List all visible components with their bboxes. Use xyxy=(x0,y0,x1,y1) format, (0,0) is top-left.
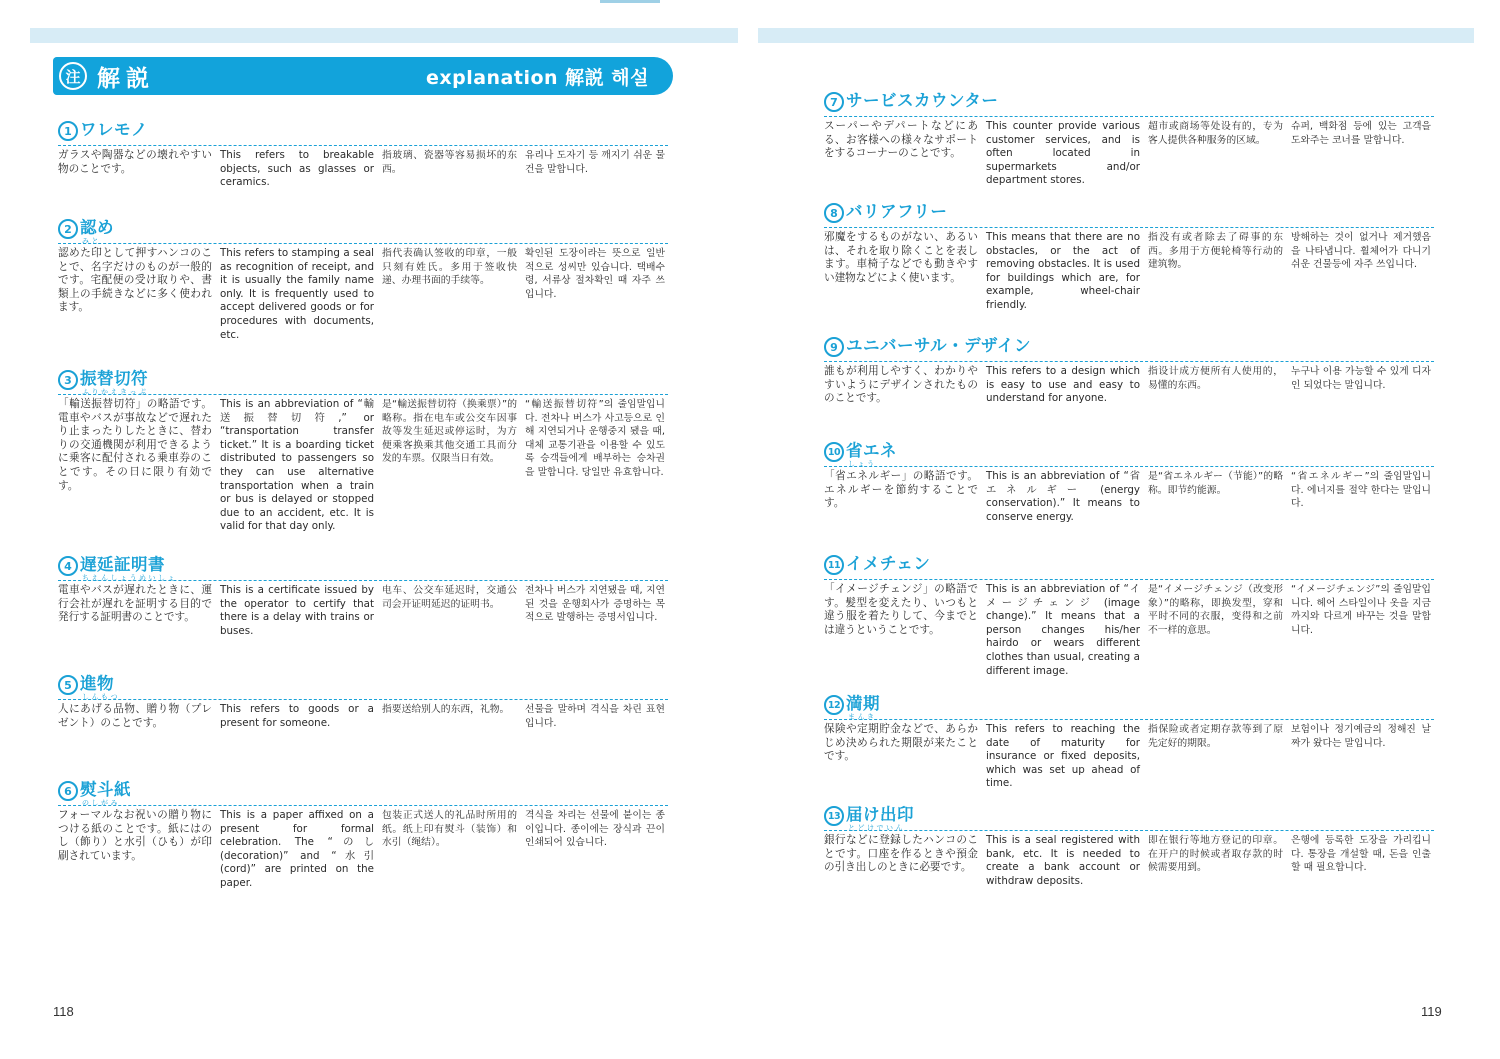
korean-text: 선물을 말하며 격식을 차린 표현입니다. xyxy=(525,704,665,729)
dashed-rule xyxy=(824,361,1434,362)
korean-text: 누구나 이용 가능할 수 있게 디자인 되었다는 말입니다. xyxy=(1291,366,1431,391)
entry-term: バリアフリー xyxy=(846,202,948,221)
chinese-text: 电车、公交车延迟时，交通公司会开证明延迟的证明书。 xyxy=(382,585,517,610)
korean-text: 방해하는 것이 없거나 제거했음을 나타냅니다. 휠체어가 다니기 쉬운 건물등에 자주 쓰입니다. xyxy=(1291,232,1431,271)
entry-term: 振替切符 xyxy=(80,369,148,388)
entry-ruby: みと xyxy=(82,237,101,245)
english-text: This refers to breakable objects, such as glasses or ceramics. xyxy=(220,149,374,189)
entry-number: 10 xyxy=(824,442,844,462)
japanese-text: 認めた印として押すハンコのことで、名字だけのものが一般的です。宅配便の受け取りや、書類上の手続きなどに多く使われます。 xyxy=(58,247,212,314)
page-number: 118 xyxy=(53,1004,74,1019)
korean-text: 보험이나 정기예금의 정해진 날짜가 왔다는 말입니다. xyxy=(1291,724,1431,749)
glossary-entry xyxy=(58,775,668,891)
entry-ruby: のしがみ xyxy=(82,799,120,807)
dashed-rule xyxy=(824,227,1434,228)
top-bar xyxy=(758,28,1474,43)
korean-text: “省エネルギー”의 줄임말입니다. 에너지를 절약 한다는 말입니다. xyxy=(1291,471,1431,510)
chinese-text: 超市或商场等处设有的，专为客人提供各种服务的区域。 xyxy=(1148,121,1283,146)
glossary-entry xyxy=(824,197,1434,313)
japanese-text: 「輸送振替切符」の略語です。電車やバスが事故などで遅れたり止まったりしたときに、替わりの交通機関が利用できるように乗客に配付される乗車券のことです。その日に限り有効です。 xyxy=(58,398,212,492)
dashed-rule xyxy=(58,243,668,244)
japanese-text: 誰もが利用しやすく、わかりやすいようにデザインされたもののことです。 xyxy=(824,365,978,405)
english-text: This refers to goods or a present for someone. xyxy=(220,703,374,729)
page-number: 119 xyxy=(1421,1004,1442,1019)
top-mark xyxy=(600,0,660,3)
dashed-rule xyxy=(824,830,1434,831)
entry-number: 7 xyxy=(824,92,844,112)
entry-term: 遅延証明書 xyxy=(80,555,165,574)
entry-number: 3 xyxy=(58,370,78,390)
entry-ruby: ちえんしょうめいしょ xyxy=(82,574,177,582)
entry-ruby: とどけでいん xyxy=(848,824,905,832)
korean-text: 유리나 도자기 등 깨지기 쉬운 물건을 말합니다. xyxy=(525,150,665,175)
banner-subtitle: explanation 解説 해설 xyxy=(425,66,649,89)
glossary-entry xyxy=(58,669,668,730)
dashed-rule xyxy=(58,699,668,700)
entry-ruby: ふりかえきっぷ xyxy=(82,388,149,396)
glossary-entry xyxy=(824,689,1434,791)
entry-number: 8 xyxy=(824,203,844,223)
right-page xyxy=(750,0,1500,1059)
entry-number: 12 xyxy=(824,695,844,715)
english-text: This is an abbreviation of “省エネルギー (energy conservation).” It means to conserve energy. xyxy=(986,470,1140,523)
korean-text: “イメージチェンジ”의 줄임말입니다. 헤어 스타일이나 옷을 지금까지와 다르게 바꾸는 것을 말합니다. xyxy=(1291,584,1431,636)
english-text: This is a seal registered with bank, etc. It is needed to create a bank account or withdraw deposits. xyxy=(986,834,1140,887)
entry-term: 省エネ xyxy=(846,441,897,460)
english-text: This is an abbreviation of “輸送振替切符,” or “transportation transfer ticket.” It is a boarding ticket distributed to passengers so they can use alternative transportation when a train or bus is delayed or stopped due to an accident, etc. It is valid for that day only. xyxy=(220,398,374,533)
japanese-text: 「イメージチェンジ」の略語です。髪型を変えたり、いつもと違う服を着たりして、今までとは違うということです。 xyxy=(824,583,978,636)
japanese-text: 保険や定期貯金などで、あらかじめ決められた期限が来たことです。 xyxy=(824,723,978,763)
entry-term: 熨斗紙 xyxy=(80,780,131,799)
japanese-text: 「省エネルギー」の略語です。エネルギーを節約することです。 xyxy=(824,470,978,510)
dashed-rule xyxy=(824,719,1434,720)
entry-term: ユニバーサル・デザイン xyxy=(846,336,1032,355)
entry-term: イメチェン xyxy=(846,554,931,573)
entry-ruby: しょう xyxy=(848,460,877,468)
entry-number: 1 xyxy=(58,121,78,141)
dashed-rule xyxy=(824,466,1434,467)
korean-text: “輸送振替切符”의 줄임말입니다. 전차나 버스가 사고등으로 인해 지연되거나 운행중지 됐을 때, 대체 교통기관을 이용할 수 있도록 승객들에게 배부하는 승차권을 말합니다. 당일만 유효합니다. xyxy=(525,399,665,478)
top-bar xyxy=(30,28,738,43)
chinese-text: 指保险或者定期存款等到了原先定好的期限。 xyxy=(1148,724,1283,749)
explanation-banner xyxy=(53,57,673,95)
entry-number: 13 xyxy=(824,806,844,826)
korean-text: 슈퍼, 백화점 등에 있는 고객을 도와주는 코너를 말합니다. xyxy=(1291,121,1431,146)
korean-text: 은행에 등록한 도장을 가리킵니다. 통장을 개설할 때, 돈을 인출할 때 필요합니다. xyxy=(1291,835,1431,874)
chinese-text: 包装正式送人的礼品时所用的纸。纸上印有熨斗（装饰）和水引（绳结）。 xyxy=(382,810,517,849)
glossary-entry xyxy=(58,550,668,638)
dashed-rule xyxy=(58,805,668,806)
entry-number: 5 xyxy=(58,675,78,695)
korean-text: 확인된 도장이라는 뜻으로 일반적으로 성씨만 있습니다. 택배수령, 서류상 절차확인 때 자주 쓰입니다. xyxy=(525,248,665,300)
chinese-text: 指玻璃、瓷器等容易损坏的东西。 xyxy=(382,150,517,175)
glossary-entry xyxy=(824,800,1434,888)
entry-term: 認め xyxy=(80,218,114,237)
chinese-text: 指代表确认签收的印章，一般只刻有姓氏。多用于签收快递、办理书面的手续等。 xyxy=(382,248,517,287)
japanese-text: スーパーやデパートなどにある、お客様への様々なサポートをするコーナーのことです。 xyxy=(824,120,978,160)
entry-number: 6 xyxy=(58,781,78,801)
chinese-text: 指没有或者除去了碍事的东西。多用于方便轮椅等行动的建筑物。 xyxy=(1148,232,1283,271)
english-text: This counter provide various customer services, and is often located in supermarkets and/or department stores. xyxy=(986,120,1140,187)
glossary-entry xyxy=(824,436,1434,524)
entry-number: 4 xyxy=(58,556,78,576)
korean-text: 전차나 버스가 지연됐을 때, 지연된 것을 운행회사가 증명하는 목적으로 발행하는 증명서입니다. xyxy=(525,585,665,624)
banner-title: 解説 xyxy=(97,65,155,92)
note-badge: 注 xyxy=(59,62,87,90)
entry-term: 満期 xyxy=(846,694,880,713)
english-text: This is an abbreviation of “イメージチェンジ (image change).” It means that a person changes his/her hairdo or wears different clothes than usual, creating a different image. xyxy=(986,583,1140,677)
glossary-entry xyxy=(58,115,668,190)
english-text: This is a paper affixed on a present for formal celebration. The “のし (decoration)” and “水引 (cord)” are printed on the paper. xyxy=(220,809,374,889)
dashed-rule xyxy=(824,116,1434,117)
chinese-text: 即在银行等地方登记的印章。在开户的时候或者取存款的时候需要用到。 xyxy=(1148,835,1283,874)
japanese-text: 電車やバスが遅れたときに、運行会社が遅れを証明する目的で発行する証明書のことです。 xyxy=(58,584,212,624)
japanese-text: 銀行などに登録したハンコのことです。口座を作るときや預金の引き出しのときに必要です。 xyxy=(824,834,978,874)
dashed-rule xyxy=(824,579,1434,580)
entry-number: 11 xyxy=(824,555,844,575)
glossary-entry xyxy=(58,213,668,342)
english-text: This is a certificate issued by the operator to certify that there is a delay with trains or buses. xyxy=(220,584,374,637)
japanese-text: ガラスや陶器などの壊れやすい物のことです。 xyxy=(58,149,212,175)
glossary-entry xyxy=(824,331,1434,406)
entry-ruby: しんもつ xyxy=(82,693,120,701)
entry-term: 届け出印 xyxy=(846,805,914,824)
entry-ruby: まんき xyxy=(848,713,877,721)
japanese-text: 人にあげる品物、贈り物（プレゼント）のことです。 xyxy=(58,703,212,729)
entry-number: 9 xyxy=(824,337,844,357)
japanese-text: フォーマルなお祝いの贈り物につける紙のことです。紙にはのし（飾り）と水引（ひも）が印刷されています。 xyxy=(58,809,212,862)
entry-term: 進物 xyxy=(80,674,114,693)
dashed-rule xyxy=(58,145,668,146)
chinese-text: 指要送给别人的东西，礼物。 xyxy=(382,704,510,715)
glossary-entry xyxy=(824,549,1434,678)
chinese-text: 是“輸送振替切符（换乘票）”的略称。指在电车或公交车因事故等发生延迟或停运时，为方便乘客换乘其他交通工具而分发的车票。仅限当日有效。 xyxy=(382,399,517,465)
chinese-text: 是“イメージチェンジ（改变形象）”的略称，即换发型，穿和平时不同的衣服，变得和之前不一样的意思。 xyxy=(1148,584,1283,636)
english-text: This refers to reaching the date of maturity for insurance or fixed deposits, which was set up ahead of time. xyxy=(986,723,1140,790)
glossary-entry xyxy=(58,364,668,534)
chinese-text: 是“省エネルギー（节能）”的略称。即节约能源。 xyxy=(1148,471,1283,496)
entry-number: 2 xyxy=(58,219,78,239)
glossary-entry xyxy=(824,86,1434,188)
entry-term: ワレモノ xyxy=(80,120,148,139)
japanese-text: 邪魔をするものがない、あるいは、それを取り除くことを表します。車椅子などでも動きやすい建物などによく使います。 xyxy=(824,231,978,284)
english-text: This refers to stamping a seal as recognition of receipt, and it is usually the family name only. It is frequently used to accept delivered goods or for procedures with documents, etc. xyxy=(220,247,374,341)
korean-text: 격식을 차리는 선물에 붙이는 종이입니다. 종이에는 장식과 끈이 인쇄되어 있습니다. xyxy=(525,810,665,849)
chinese-text: 指设计成方便所有人使用的，易懂的东西。 xyxy=(1148,366,1283,391)
dashed-rule xyxy=(58,394,668,395)
entry-term: サービスカウンター xyxy=(846,91,999,110)
english-text: This refers to a design which is easy to use and easy to understand for anyone. xyxy=(986,365,1140,405)
english-text: This means that there are no obstacles, or the act of removing obstacles. It is used for buildings which are, for example, wheel-chair friendly. xyxy=(986,231,1140,311)
